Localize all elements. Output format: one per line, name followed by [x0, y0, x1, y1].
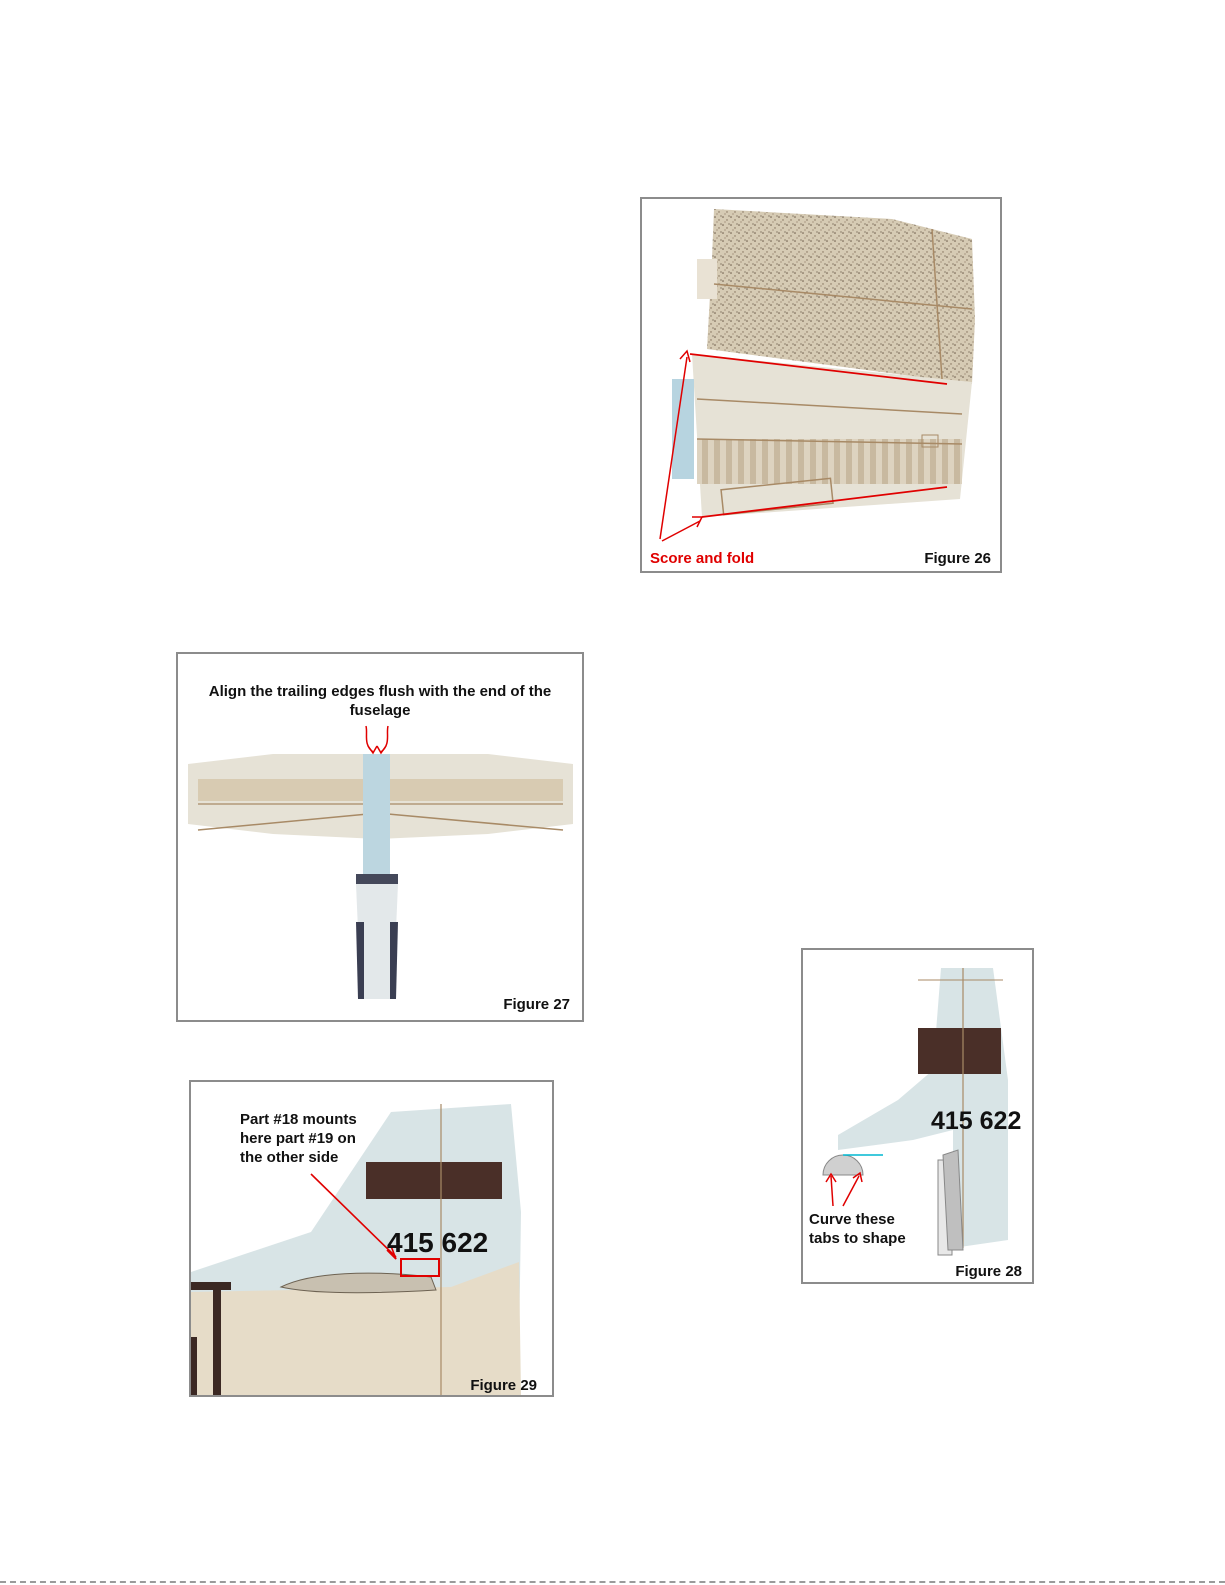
tail-number: 415 622	[931, 1107, 1022, 1135]
page-edge	[0, 1581, 1225, 1583]
figure-caption: Figure 26	[924, 550, 991, 567]
stabilizer-illustration	[642, 199, 1000, 571]
figure-29	[189, 1080, 554, 1397]
figure-caption: Figure 29	[470, 1377, 537, 1394]
annotation-score-and-fold: Score and fold	[650, 550, 755, 567]
tailplane-top-view	[178, 654, 582, 1020]
figure-caption: Figure 27	[503, 996, 570, 1013]
annotation-curve-tabs: Curve these tabs to shape	[809, 1211, 906, 1247]
figure-28	[801, 948, 1034, 1284]
annotation-part-mounting: Part #18 mounts here part #19 on the other side	[240, 1111, 357, 1166]
figure-caption: Figure 28	[955, 1263, 1022, 1280]
figure-27	[176, 652, 584, 1022]
figure-26	[640, 197, 1002, 573]
tail-number: 415 622	[387, 1227, 489, 1258]
annotation-align-trailing-edges: Align the trailing edges flush with the end of the fuselage	[208, 683, 552, 719]
